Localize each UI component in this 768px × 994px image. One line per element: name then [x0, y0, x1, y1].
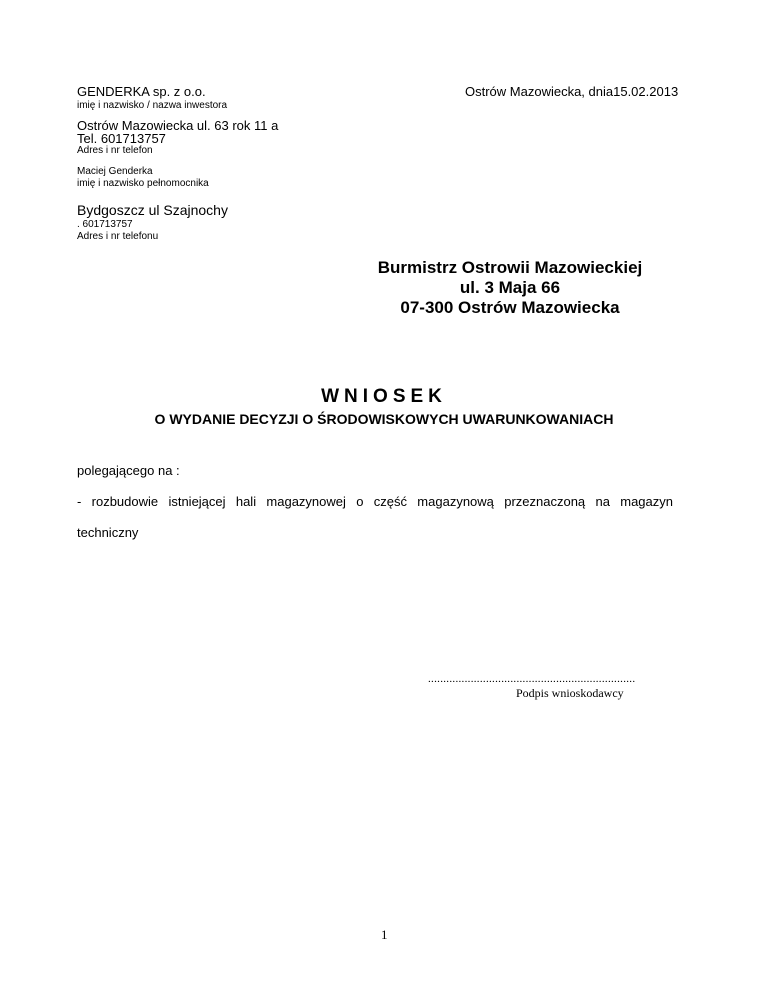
- proxy-name-caption: imię i nazwisko pełnomocnika: [77, 178, 209, 189]
- recipient-line1: Burmistrz Ostrowii Mazowieckiej: [377, 258, 643, 277]
- document-title: WNIOSEK: [321, 386, 447, 407]
- recipient-line2: ul. 3 Maja 66: [459, 278, 561, 297]
- document-subtitle: O WYDANIE DECYZJI O ŚRODOWISKOWYCH UWARUNKOWANIACH: [154, 411, 614, 427]
- signature-caption: Podpis wnioskodawcy: [516, 686, 624, 700]
- investor-address-line1: Ostrów Mazowiecka ul. 63 rok 11 a: [77, 118, 279, 133]
- investor-address-caption: Adres i nr telefon: [77, 145, 153, 156]
- body-intro: polegającego na :: [77, 463, 180, 478]
- body-description-line2: techniczny: [77, 525, 139, 540]
- place-date: Ostrów Mazowiecka, dnia15.02.2013: [465, 84, 679, 99]
- proxy-address-line1: Bydgoszcz ul Szajnochy: [77, 202, 228, 218]
- investor-name: GENDERKA sp. z o.o.: [77, 84, 206, 99]
- signature-line: ....................................................................: [428, 673, 636, 685]
- proxy-address-caption: Adres i nr telefonu: [77, 231, 159, 242]
- page-number: 1: [381, 927, 388, 942]
- investor-address-line2: Tel. 601713757: [77, 131, 166, 146]
- investor-name-caption: imię i nazwisko / nazwa inwestora: [77, 100, 228, 111]
- body-description-line1: - rozbudowie istniejącej hali magazynowej o część magazynową przeznaczoną na magazyn: [77, 494, 673, 509]
- proxy-address-line2: . 601713757: [77, 219, 133, 230]
- recipient-line3: 07-300 Ostrów Mazowiecka: [400, 298, 620, 317]
- proxy-name: Maciej Genderka: [77, 166, 153, 177]
